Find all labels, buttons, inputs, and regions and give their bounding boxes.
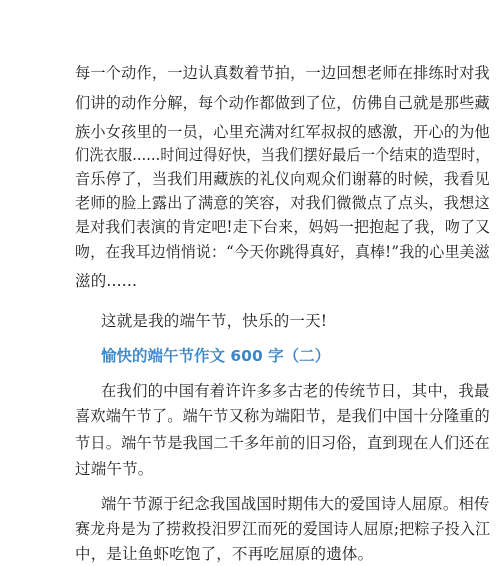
paragraph-line: 滋的...... (75, 272, 138, 290)
paragraph-line: 喜欢端午节了。端午节又称为端阳节，是我们中国十分隆重的 (75, 407, 490, 425)
paragraph-line: 中，是让鱼虾吃饱了，不再吃屈原的遗体。 (75, 545, 374, 563)
paragraph-line: 在我们的中国有着许许多多古老的传统节日，其中，我最 (101, 382, 490, 400)
paragraph-line: 族小女孩里的一员，心里充满对红军叔叔的感激，开心的为他 (75, 123, 490, 141)
paragraph-line: 赛龙舟是为了捞救投汨罗江而死的爱国诗人屈原;把粽子投入江 (75, 520, 491, 538)
paragraph-line: 节日。端午节是我国二千多年前的旧习俗，直到现在人们还在 (75, 434, 490, 452)
paragraph-line: 每一个动作，一边认真数着节拍，一边回想老师在排练时对我 (75, 64, 490, 82)
paragraph-line: 是对我们表演的肯定吧!走下台来，妈妈一把抱起了我，吻了又 (75, 218, 491, 236)
section-heading: 愉快的端午节作文 600 字（二） (101, 347, 331, 365)
paragraph-line: 这就是我的端午节，快乐的一天! (101, 312, 328, 330)
paragraph-line: 们洗衣服......时间过得好快，当我们摆好最后一个结束的造型时， (75, 146, 490, 164)
paragraph-line: 过端午节。 (75, 460, 154, 478)
paragraph-line: 们讲的动作分解，每个动作都做到了位，仿佛自己就是那些藏 (75, 94, 490, 112)
paragraph-line: 吻，在我耳边悄悄说：“今天你跳得真好，真棒!”我的心里美滋 (75, 243, 490, 261)
paragraph-line: 端午节源于纪念我国战国时期伟大的爱国诗人屈原。相传 (101, 495, 490, 513)
paragraph-line: 音乐停了，当我们用藏族的礼仪向观众们谢幕的时候，我看见 (75, 170, 490, 188)
paragraph-line: 老师的脸上露出了满意的笑容，对我们微微点了点头，我想这 (75, 194, 490, 212)
